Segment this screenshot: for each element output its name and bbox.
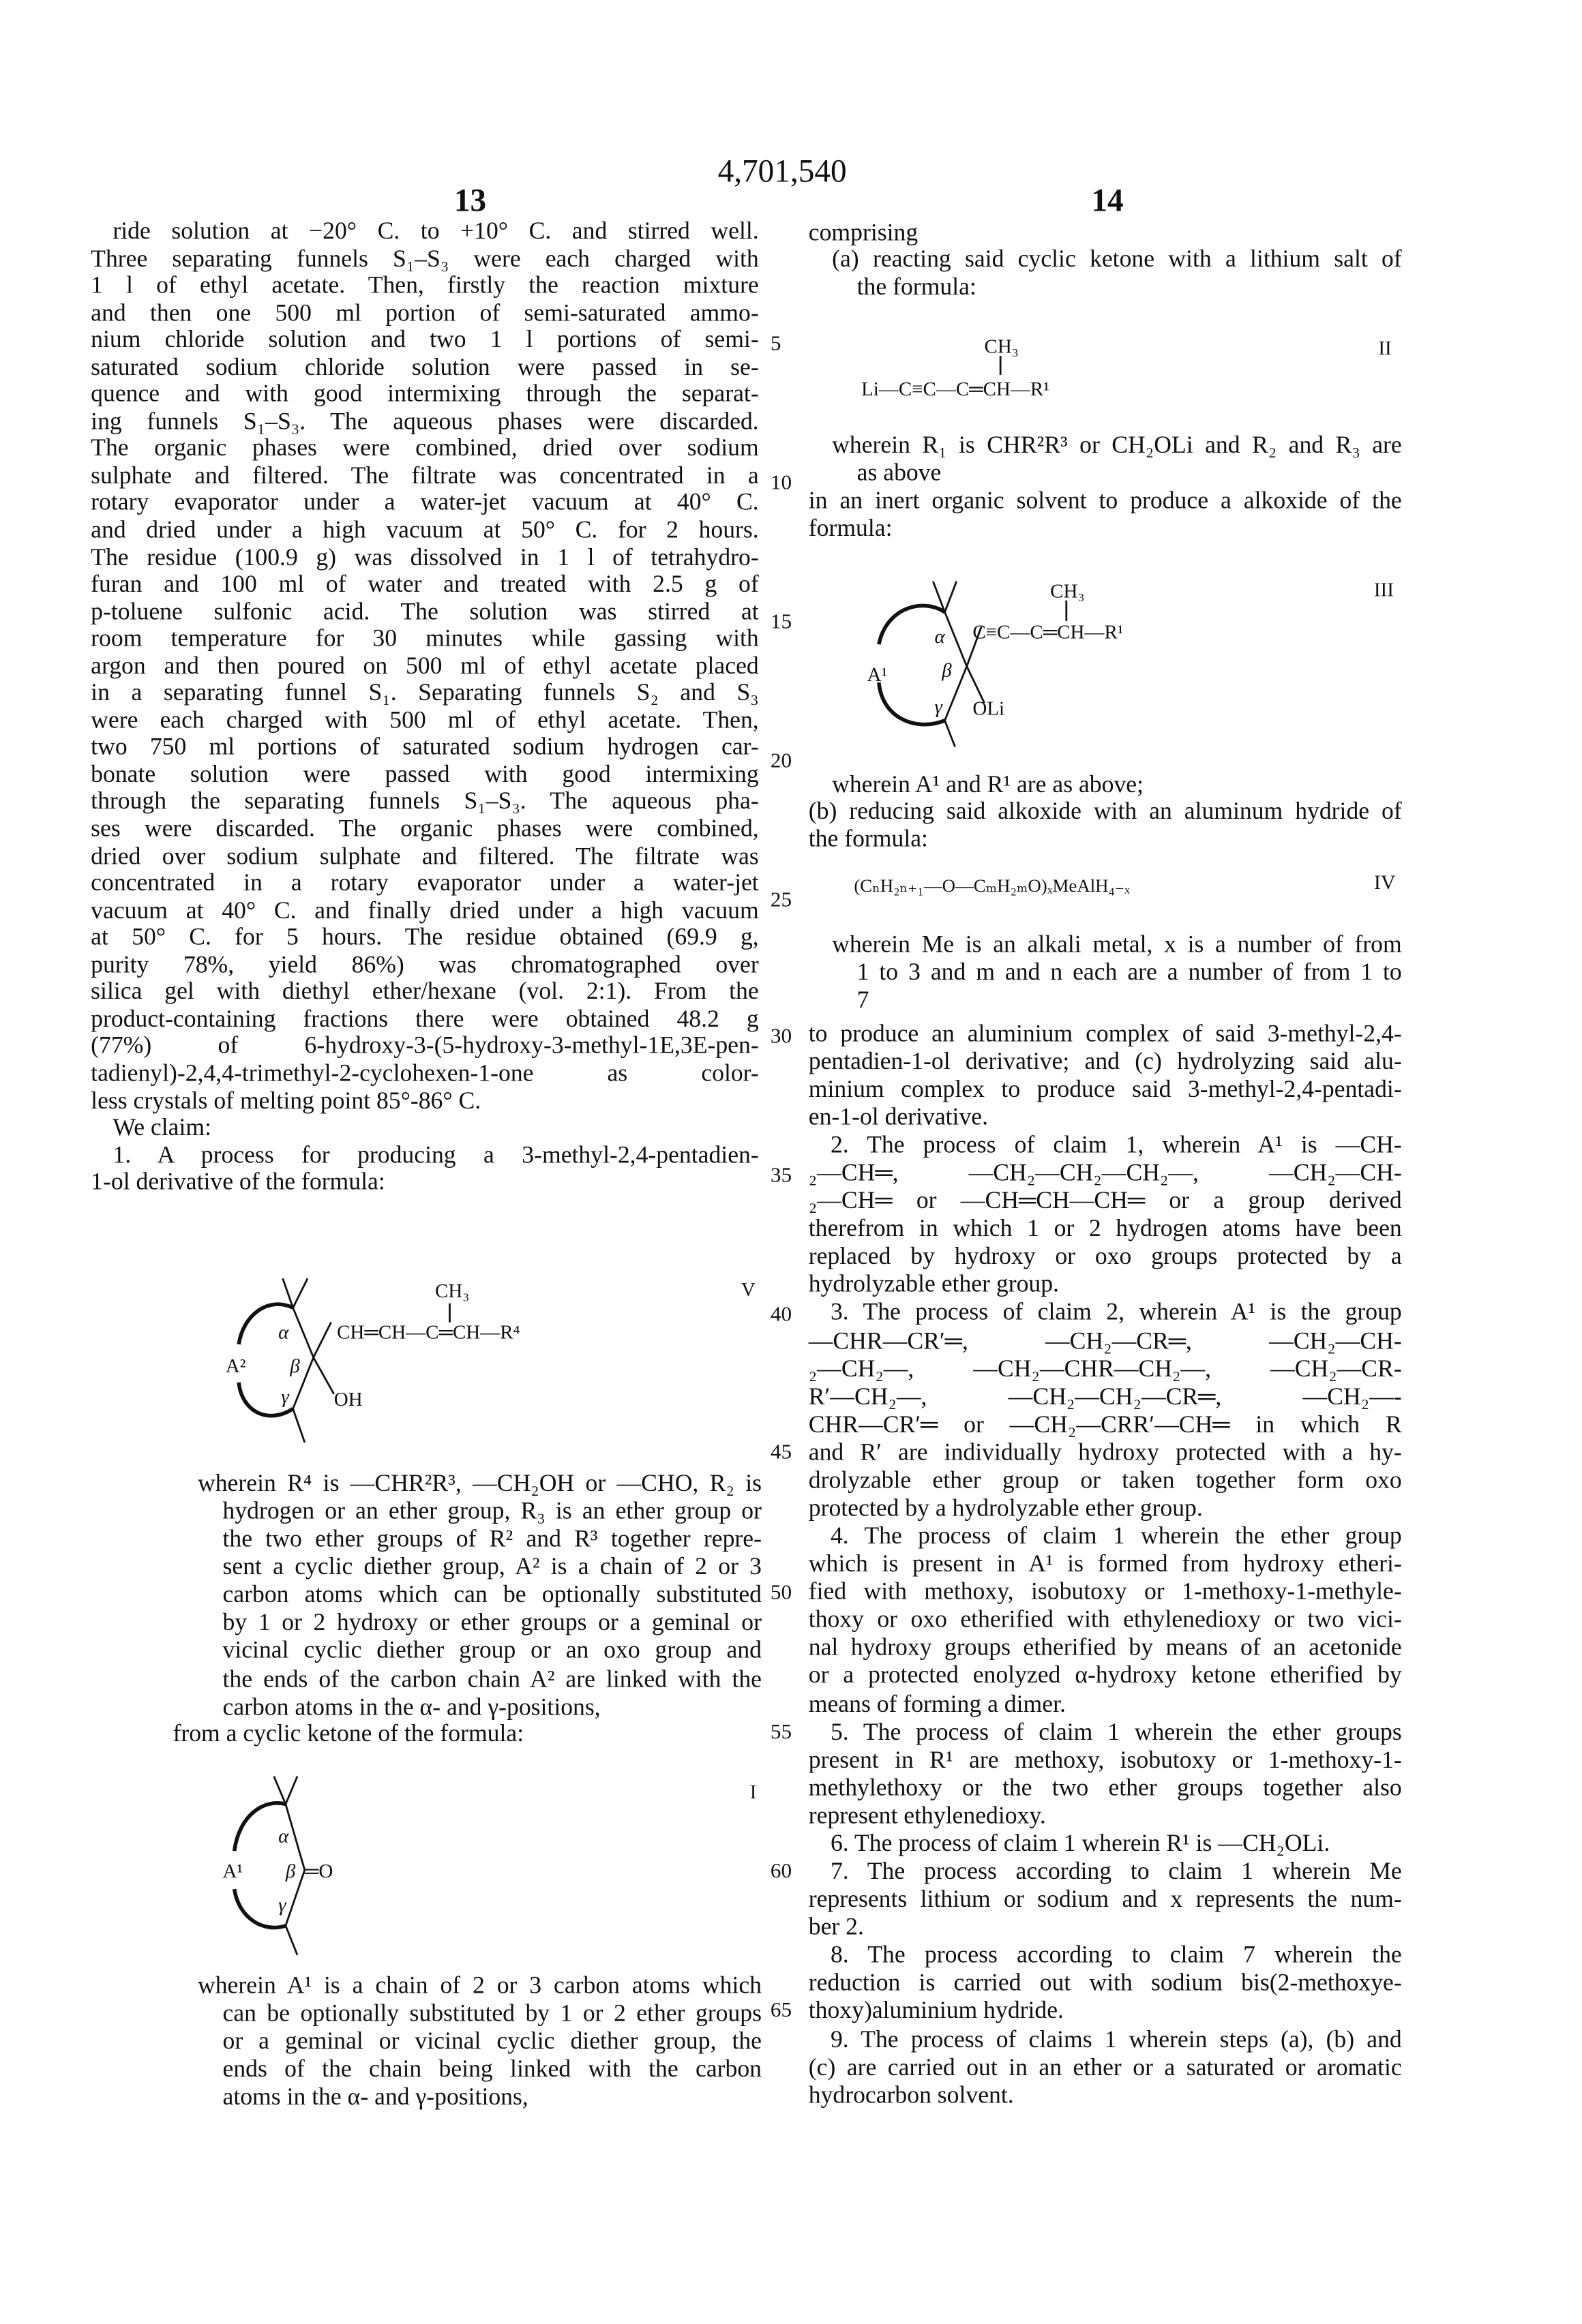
- text-line: carbon atoms which can be optionally substituted: [198, 1580, 762, 1608]
- text-line: less crystals of melting point 85°-86° C.: [91, 1087, 759, 1115]
- text-line: represents lithium or sodium and x represents the num-: [809, 1885, 1402, 1913]
- line-number: 55: [771, 1721, 792, 1746]
- text-line: CHR—CR′═ or —CH₂—CRR′—CH═ in which R: [809, 1410, 1402, 1438]
- text-line: ends of the chain being linked with the carbon: [198, 2055, 762, 2083]
- text-line: minium complex to produce said 3-methyl-2,4-pentadi-: [809, 1075, 1402, 1103]
- text-line: sent a cyclic diether group, A² is a chain of 2 or 3: [198, 1552, 762, 1580]
- text-line: or a geminal or vicinal cyclic diether group, the: [198, 2027, 762, 2055]
- formula-i-gamma: γ: [278, 1894, 287, 1916]
- text-line: ₂—CH₂—, —CH₂—CHR—CH₂—, —CH₂—CR-: [809, 1354, 1402, 1382]
- line-number: 50: [771, 1582, 792, 1607]
- text-line: The residue (100.9 g) was dissolved in 1 l of tetrahydro-: [91, 544, 759, 571]
- text-line: 1 l of ethyl acetate. Then, firstly the reaction mixture: [91, 273, 759, 300]
- text-line: wherein Me is an alkali metal, x is a number of from: [832, 930, 1402, 958]
- text-line: vicinal cyclic diether group or an oxo group and: [198, 1636, 762, 1664]
- text-line: means of forming a dimer.: [809, 1689, 1402, 1717]
- text-line: carbon atoms in the α- and γ-positions,: [198, 1692, 762, 1720]
- formula-iii-label: III: [1374, 579, 1394, 601]
- text-line: Three separating funnels S₁–S₃ were each charged with: [91, 245, 759, 273]
- formula-i-beta: β: [285, 1860, 296, 1882]
- left-page-number: 13: [454, 181, 486, 220]
- from-cyclic-ketone-text: from a cyclic ketone of the formula:: [173, 1719, 524, 1749]
- text-line: fied with methoxy, isobutoxy or 1-methoxy-1-methyle-: [809, 1578, 1402, 1605]
- line-number: 45: [771, 1441, 792, 1466]
- text-line: 1. A process for producing a 3-methyl-2,4-pentadien-: [91, 1142, 759, 1169]
- text-line: p-toluene sulfonic acid. The solution was stirred at: [91, 599, 759, 626]
- text-line: hydrocarbon solvent.: [809, 2081, 1402, 2109]
- text-line: thoxy)aluminium hydride.: [809, 1997, 1402, 2025]
- formula-iii-substituent: OLi: [972, 697, 1004, 719]
- text-line: R′—CH₂—, —CH₂—CH₂—CR═, —CH₂—-: [809, 1382, 1402, 1410]
- text-line: silica gel with diethyl ether/hexane (vol. 2:1). From the: [91, 979, 759, 1006]
- formula-i-ring-label: A¹: [223, 1860, 243, 1882]
- text-line: replaced by hydroxy or oxo groups protected by a: [809, 1242, 1402, 1270]
- formula-iii-ring-label: A¹: [867, 664, 888, 686]
- line-number: 35: [771, 1164, 792, 1190]
- text-line: 2. The process of claim 1, wherein A¹ is —CH-: [809, 1130, 1402, 1158]
- line-number: 5: [771, 333, 781, 358]
- text-line: the ends of the carbon chain A² are linked with the: [198, 1664, 762, 1692]
- formula-v-gamma: γ: [281, 1386, 290, 1408]
- text-line: wherein R⁴ is —CHR²R³, —CH₂OH or —CHO, R₂ is: [198, 1469, 762, 1497]
- line-number: 40: [771, 1303, 792, 1329]
- text-line: 1-ol derivative of the formula:: [91, 1168, 759, 1196]
- text-line: furan and 100 ml of water and treated with 2.5 g of: [91, 571, 759, 599]
- text-line: argon and then poured on 500 ml of ethyl acetate placed: [91, 653, 759, 680]
- formula-iv-label: IV: [1374, 873, 1396, 896]
- formula-v-methyl: CH₃: [435, 1280, 469, 1302]
- text-line: methylethoxy or the two ether groups together also: [809, 1773, 1402, 1801]
- text-line: the two ether groups of R² and R³ together repre-: [198, 1525, 762, 1553]
- text-line: at 50° C. for 5 hours. The residue obtained (69.9 g,: [91, 924, 759, 952]
- text-line: ₂—CH═, —CH₂—CH₂—CH₂—, —CH₂—CH-: [809, 1158, 1402, 1186]
- chemical-structures: [0, 0, 1582, 2324]
- text-line: saturated sodium chloride solution were passed in se-: [91, 354, 759, 381]
- text-line: 4. The process of claim 1 wherein the ether group: [809, 1522, 1402, 1550]
- formula-v-label: V: [741, 1279, 756, 1301]
- text-line: en-1-ol derivative.: [809, 1103, 1402, 1131]
- text-line: nium chloride solution and two 1 l portions of semi-: [91, 327, 759, 354]
- text-line: represent ethylenedioxy.: [809, 1801, 1402, 1829]
- text-line: pentadien-1-ol derivative; and (c) hydrolyzing said alu-: [809, 1047, 1402, 1075]
- line-number: 65: [771, 1999, 792, 2024]
- text-line: bonate solution were passed with good intermixing: [91, 761, 759, 789]
- text-line: concentrated in a rotary evaporator under a water-jet: [91, 870, 759, 897]
- text-line: and dried under a high vacuum at 50° C. for 2 hours.: [91, 517, 759, 544]
- text-line: 8. The process according to claim 7 wherein the: [809, 1941, 1402, 1969]
- text-line: in a separating funnel S₁. Separating funnels S₂ and S₃: [91, 680, 759, 707]
- formula-ii-chain: Li—C≡C—C═CH—R¹: [861, 378, 1049, 400]
- formula-v-ring-label: A²: [226, 1355, 246, 1377]
- formula-iii-methyl: CH₃: [1050, 580, 1084, 602]
- text-line: the formula:: [832, 273, 1402, 301]
- text-line: (b) reducing said alkoxide with an aluminum hydride of: [809, 797, 1402, 825]
- text-line: product-containing fractions there were obtained 48.2 g: [91, 1006, 759, 1033]
- text-line: dried over sodium sulphate and filtered. The filtrate was: [91, 843, 759, 870]
- text-line: 1 to 3 and m and n each are a number of from 1 to: [832, 958, 1402, 986]
- line-number: 60: [771, 1860, 792, 1885]
- patent-page: [0, 0, 1582, 2324]
- right-page-number: 14: [1091, 181, 1123, 220]
- text-line: The organic phases were combined, dried over sodium: [91, 436, 759, 463]
- line-number: 10: [771, 472, 792, 497]
- formula-ii-methyl: CH₃: [985, 336, 1019, 358]
- text-line: wherein A¹ is a chain of 2 or 3 carbon atoms which: [198, 1971, 762, 1999]
- patent-number: 4,701,540: [718, 152, 847, 190]
- formula-i-label: I: [750, 1781, 757, 1803]
- text-line: drolyzable ether group or taken together form oxo: [809, 1466, 1402, 1494]
- text-line: ber 2.: [809, 1913, 1402, 1941]
- text-line: by 1 or 2 hydroxy or ether groups or a geminal or: [198, 1608, 762, 1636]
- formula-ii-label: II: [1378, 337, 1391, 359]
- text-line: as above: [832, 459, 1402, 487]
- text-line: the formula:: [809, 825, 1402, 853]
- text-line: in an inert organic solvent to produce a alkoxide of the: [809, 486, 1402, 514]
- text-line: ing funnels S₁–S₃. The aqueous phases were discarded.: [91, 408, 759, 436]
- text-line: protected by a hydrolyzable ether group.: [809, 1494, 1402, 1522]
- text-line: and then one 500 ml portion of semi-saturated ammo-: [91, 300, 759, 327]
- text-line: thoxy or oxo etherified with ethylenedioxy or two vici-: [809, 1605, 1402, 1633]
- line-number: 25: [771, 889, 792, 914]
- text-line: purity 78%, yield 86%) was chromatographed over: [91, 952, 759, 979]
- text-line: 3. The process of claim 2, wherein A¹ is the group: [809, 1298, 1402, 1326]
- text-line: ses were discarded. The organic phases were combined,: [91, 816, 759, 843]
- line-number: 15: [771, 611, 792, 636]
- text-line: to produce an aluminium complex of said 3-methyl-2,4-: [809, 1019, 1402, 1047]
- formula-iv: (CₙH₂ₙ₊₁—O—CₘH₂ₘO)ₓMeAlH₄₋ₓ: [854, 874, 1130, 897]
- text-line: 9. The process of claims 1 wherein steps (a), (b) and: [809, 2025, 1402, 2053]
- text-line: atoms in the α- and γ-positions,: [198, 2083, 762, 2111]
- line-number: 20: [771, 750, 792, 775]
- text-line: tadienyl)-2,4,4-trimethyl-2-cyclohexen-1-one as color-: [91, 1060, 759, 1087]
- formula-iii-alpha: α: [934, 626, 945, 648]
- text-line: 7: [832, 986, 1402, 1014]
- text-line: and R′ are individually hydroxy protected with a hy-: [809, 1438, 1402, 1466]
- formula-iii-gamma: γ: [934, 696, 943, 718]
- text-line: therefrom in which 1 or 2 hydrogen atoms have been: [809, 1214, 1402, 1242]
- text-line: 6. The process of claim 1 wherein R¹ is —CH₂OLi.: [809, 1829, 1402, 1857]
- text-line: —CHR—CR′═, —CH₂—CR═, —CH₂—CH-: [809, 1326, 1402, 1354]
- formula-iii-chain: C≡C—C═CH—R¹: [972, 622, 1123, 644]
- text-line: through the separating funnels S₁–S₃. The aqueous pha-: [91, 789, 759, 816]
- text-line: or a protected enolyzed α-hydroxy ketone etherified by: [809, 1661, 1402, 1689]
- formula-v-alpha: α: [278, 1321, 289, 1343]
- comprising-text: comprising: [809, 218, 918, 247]
- formula-i-oxo: ═O: [304, 1860, 333, 1882]
- text-line: (77%) of 6-hydroxy-3-(5-hydroxy-3-methyl-1E,3E-pen-: [91, 1033, 759, 1060]
- text-line: two 750 ml portions of saturated sodium hydrogen car-: [91, 734, 759, 761]
- text-line: can be optionally substituted by 1 or 2 ether groups: [198, 1999, 762, 2027]
- text-line: present in R¹ are methoxy, isobutoxy or 1-methoxy-1-: [809, 1745, 1402, 1773]
- formula-v-beta: β: [289, 1355, 300, 1377]
- text-line: were each charged with 500 ml of ethyl acetate. Then,: [91, 707, 759, 734]
- wherein-a1-r1-text: wherein A¹ and R¹ are as above;: [832, 770, 1144, 800]
- text-line: We claim:: [91, 1115, 759, 1142]
- line-number: 30: [771, 1025, 792, 1051]
- formula-v-substituent: OH: [334, 1389, 363, 1410]
- formula-iii-beta: β: [941, 659, 952, 681]
- formula-v-chain: CH═CH—C═CH—R⁴: [337, 1321, 520, 1343]
- text-line: reduction is carried out with sodium bis(2-methoxye-: [809, 1969, 1402, 1997]
- text-line: sulphate and filtered. The filtrate was concentrated in a: [91, 463, 759, 490]
- text-line: 5. The process of claim 1 wherein the ether groups: [809, 1717, 1402, 1745]
- text-line: wherein R₁ is CHR²R³ or CH₂OLi and R₂ and R₃ are: [832, 431, 1402, 459]
- text-line: formula:: [809, 514, 1402, 542]
- text-line: vacuum at 40° C. and finally dried under a high vacuum: [91, 897, 759, 924]
- text-line: quence and with good intermixing through the separat-: [91, 381, 759, 408]
- text-line: ₂—CH═ or —CH═CH—CH═ or a group derived: [809, 1186, 1402, 1214]
- formula-i-alpha: α: [278, 1825, 289, 1847]
- text-line: ride solution at −20° C. to +10° C. and stirred well.: [91, 218, 759, 245]
- text-line: hydrolyzable ether group.: [809, 1270, 1402, 1298]
- text-line: 7. The process according to claim 1 wherein Me: [809, 1857, 1402, 1885]
- text-line: rotary evaporator under a water-jet vacuum at 40° C.: [91, 489, 759, 517]
- text-line: hydrogen or an ether group, R₃ is an ether group or: [198, 1497, 762, 1525]
- text-line: nal hydroxy groups etherified by means of an acetonide: [809, 1633, 1402, 1661]
- text-line: room temperature for 30 minutes while gassing with: [91, 626, 759, 653]
- text-line: (a) reacting said cyclic ketone with a lithium salt of: [832, 245, 1402, 273]
- text-line: which is present in A¹ is formed from hydroxy etheri-: [809, 1550, 1402, 1578]
- text-line: (c) are carried out in an ether or a saturated or aromatic: [809, 2053, 1402, 2081]
